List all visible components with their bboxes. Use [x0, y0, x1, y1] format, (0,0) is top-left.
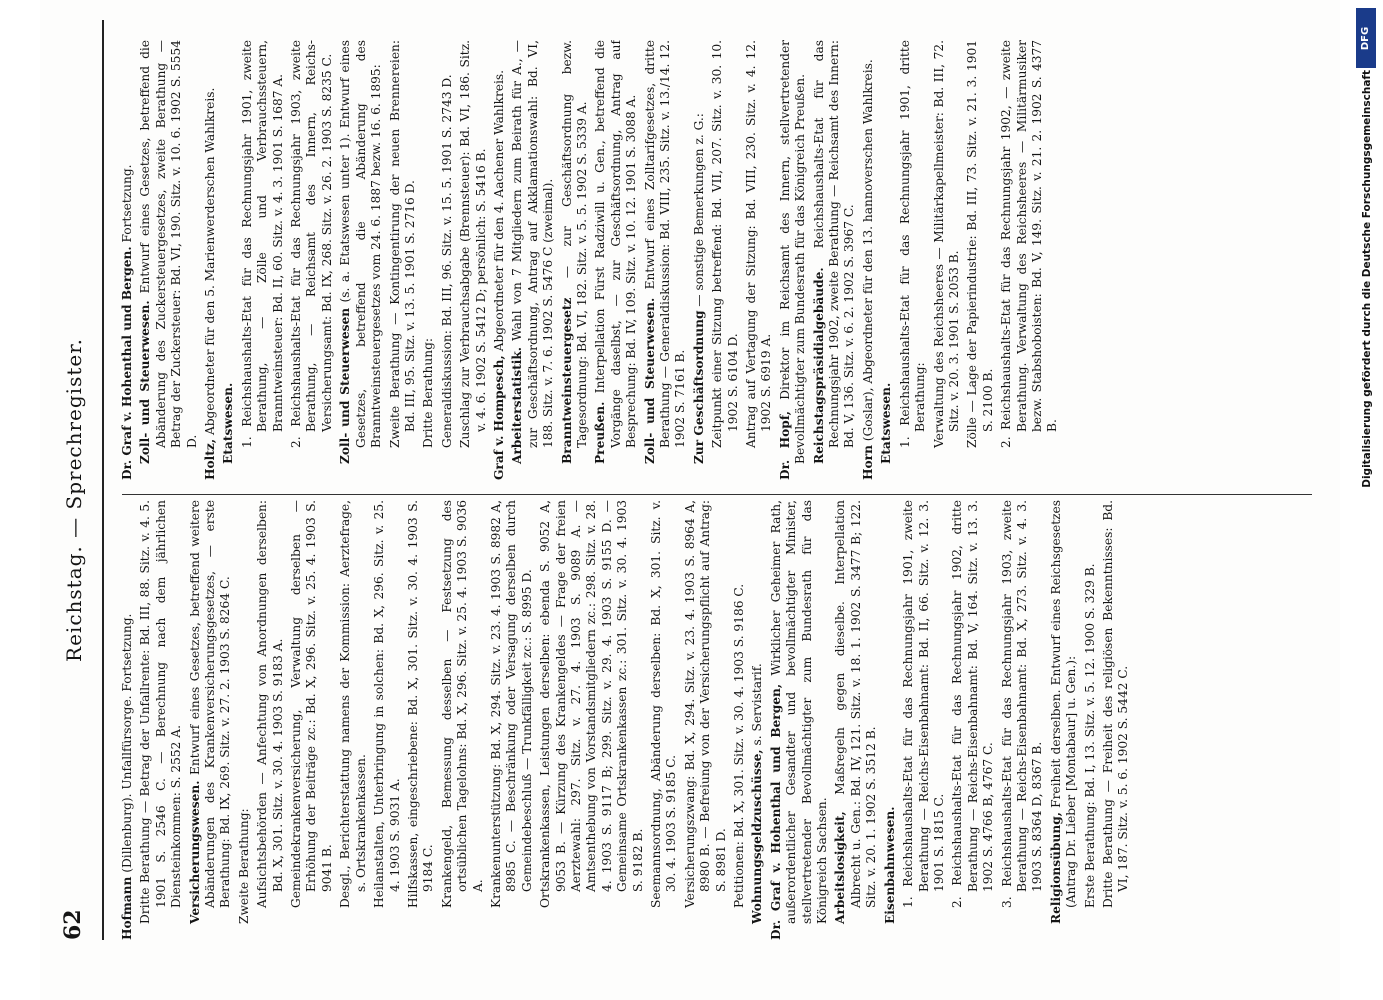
- index-entry: [388, 40, 419, 480]
- index-entry: [188, 500, 234, 940]
- entry-keyword: Holtz,: [203, 438, 218, 480]
- entry-text: 2. Reichshaushalts-Etat für das Rechnungsjahr 1902, dritte Berathung — Reichs-Eisenbahnamt: Bd. V, 164. Sitz. v. 13. 3. 1902 S. 4766 B, 4767 C.: [950, 500, 996, 908]
- index-entry: [593, 40, 639, 480]
- entry-text: Wahl von 7 Mitgliedern zum Beirath für A., — zur Geschäftsordnung, Antrag auf Akklamationswahl: Bd. VI, 188. Sitz. v. 7. 6. 1902 S. 5476 C (zweimal).: [510, 40, 556, 448]
- index-entry: [999, 40, 1061, 480]
- entry-text: Entwurf eines Zolltarifgesetzes, dritte Berathung — Generaldiskussion: Bd. VIII, 235. Sitz. v. 13./14. 12. 1902 S. 7161 B.: [642, 40, 688, 448]
- entry-text: s. Servistarif.: [750, 663, 765, 750]
- entry-text: — sonstige Bemerkungen z. G.:: [691, 113, 706, 311]
- running-head: Reichstag. — Sprechregister.: [62, 338, 86, 662]
- index-entry: [440, 500, 486, 940]
- entry-text: Zeitpunkt einer Sitzung betreffend: Bd. VII, 207. Sitz. v. 30. 10. 1902 S. 6104 D.: [710, 40, 740, 448]
- entry-keyword: Dr. Graf v. Hohenthal und Bergen.: [120, 246, 134, 480]
- index-entry: [643, 40, 689, 480]
- index-entry: [898, 40, 929, 480]
- entry-text: 2. Reichshaushalts-Etat für das Rechnungsjahr 1902, — zweite Berathung. Verwaltung des Reichsheeres — Militärmusiker bezw. Stabshoboisten: Bd. V, 149. Sitz. v. 21. 2. 1902 S. 4377 B.: [999, 40, 1060, 448]
- entry-keyword: Branntweinsteuergesetz: [559, 297, 574, 464]
- index-entry: [510, 40, 556, 480]
- entry-keyword: Etatswesen.: [879, 382, 894, 464]
- entry-text: (s. a. Etatswesen unter 1). Entwurf eines Gesetzes, betreffend die Abänderung des Branntweinsteuergesetzes vom 24. 6. 1887 bezw. 16. 6. 1895:: [338, 40, 384, 448]
- entry-keyword: Hofmann: [120, 876, 134, 940]
- entry-text: Generaldiskussion: Bd. III, 96. Sitz. v. 15. 5. 1901 S. 2743 D.: [439, 74, 454, 448]
- index-entry: [338, 40, 384, 480]
- index-entry: [901, 500, 947, 940]
- index-entry: [1049, 500, 1080, 940]
- index-entry: [1000, 500, 1046, 940]
- index-entry: [683, 500, 729, 940]
- index-entry: [138, 40, 200, 480]
- index-entry: [458, 40, 489, 480]
- index-entry: [879, 40, 894, 480]
- entry-text: Zweite Berathung:: [236, 808, 251, 924]
- entry-text: Fortsetzung.: [120, 164, 134, 247]
- entry-keyword: Wohnungsgeldzuschüsse,: [750, 749, 765, 924]
- entry-text: 1. Reichshaushalts-Etat für das Rechnungsjahr 1901, zweite Berathung — Reichs-Eisenbahnamt: Bd. II, 66. Sitz. v. 12. 3. 1901 S. 1815 C.: [901, 500, 946, 908]
- entry-keyword: Etatswesen.: [221, 382, 236, 464]
- index-entry: [538, 500, 646, 940]
- index-entry: [406, 500, 437, 940]
- entry-keyword: Preußen.: [593, 401, 608, 464]
- entry-text: Dritte Berathung — Freiheit des religiösen Bekenntnisses: Bd. VI, 187. Sitz. v. 5. 6. 1902 S. 5442 C.: [1100, 500, 1131, 908]
- entry-text: 2. Reichshaushalts-Etat für das Rechnungsjahr 1903, zweite Berathung, — Reichsamt des Innern, Reichs-Versicherungsamt: Bd. IX, 268. Sitz. v. 26. 2. 1903 S. 8235 C.: [289, 40, 334, 448]
- entry-text: Hilfskassen, eingeschriebene: Bd. X, 301. Sitz. v. 30. 4. 1903 S. 9184 C.: [405, 500, 436, 908]
- index-entry: [965, 40, 996, 480]
- entry-text: Entwurf eines Gesetzes, betreffend die Abänderung des Zuckersteuergesetzes, zweite Berathung — Betrag der Zuckersteuer: Bd. VI, 190. Sitz. v. 10. 6. 1902 S. 5554 D.: [138, 40, 199, 448]
- index-entry: [138, 500, 184, 940]
- entry-keyword: Versicherungswesen.: [187, 780, 202, 924]
- entry-text: Erste Berathung: Bd. I, 13. Sitz. v. 5. 12. 1900 S. 329 B.: [1082, 563, 1097, 908]
- entry-text: Desgl., Berichterstattung namens der Kommission: Aerztefrage, s. Ortskrankenkassen.: [338, 500, 368, 908]
- index-entry: [289, 40, 335, 480]
- index-entry: [732, 500, 747, 940]
- entry-text: Freiheit derselben. Entwurf eines Reichsgesetzes (Antrag Dr. Lieber [Montabaur] u. Gen.):: [1048, 500, 1079, 908]
- document-page: [40, 0, 1340, 1000]
- entry-text: Entwurf eines Gesetzes, betreffend weitere Abänderungen des Krankenversicherungsgesetzes, — erste Berathung: Bd. IX, 269. Sitz. v. 27. 2. 1903 S. 8264 C.: [187, 500, 233, 908]
- index-entry: [492, 40, 507, 480]
- index-entry: [120, 500, 135, 940]
- index-entry: [372, 500, 403, 940]
- entry-text: Seemannsordnung, Abänderung derselben: Bd. X, 301. Sitz. v. 30. 4. 1903 S. 9185 C.: [649, 500, 679, 908]
- page-header: [60, 0, 100, 1000]
- entry-text: Petitionen: Bd. X, 301. Sitz. v. 30. 4. 1903 S. 9186 C.: [732, 583, 747, 908]
- entry-text: Krankengeld, Bemessung desselben — Festsetzung des ortsüblichen Tagelohns: Bd. X, 296. Sitz. v. 25. 4. 1903 S. 9036 A.: [439, 500, 485, 908]
- index-entry: [833, 500, 879, 940]
- index-entry: [812, 40, 858, 480]
- entry-keyword: Arbeiterstatistik.: [510, 346, 525, 464]
- entry-text: Heilanstalten, Unterbringung in solchen: Bd. X, 296. Sitz. v. 25. 4. 1903 S. 9031 A.: [372, 500, 402, 908]
- entry-keyword: Zoll- und Steuerwesen.: [642, 297, 657, 464]
- dfg-logo: DFG: [1356, 8, 1376, 68]
- entry-text: (Dillenburg). Unfallfürsorge. Fortsetzung.: [120, 613, 134, 877]
- index-entry: [489, 500, 535, 940]
- entry-text: Zweite Berathung — Kontingentirung der neuen Brennereien: Bd. III, 95. Sitz. v. 13. 5. 1901 S. 2716 D.: [387, 40, 417, 448]
- entry-text: Antrag auf Vertagung der Sitzung: Bd. VIII, 230. Sitz. v. 4. 12. 1902 S. 6919 A.: [744, 40, 774, 448]
- index-entry: [440, 40, 455, 480]
- entry-text: Interpellation Fürst Radziwill u. Gen., betreffend die Vorgänge daselbst, — zur Geschäftsordnung, Antrag auf Besprechung: Bd. IV, 109. Sitz. v. 10. 12. 1901 S. 3088 A.: [593, 40, 639, 448]
- entry-text: (Goslar), Abgeordneter für den 13. hannoverschen Wahlkreis.: [860, 59, 875, 446]
- entry-text: Versicherungszwang: Bd. X, 294. Sitz. v. 23. 4. 1903 S. 8964 A, 8980 B. — Befreiung von der Versicherungspflicht auf Antrag: S. 8981 D.: [682, 500, 728, 908]
- index-entry: [744, 40, 775, 480]
- index-entry: [237, 500, 252, 940]
- entry-text: Abgeordneter für den 5. Marienwerderschen Wahlkreis.: [203, 87, 218, 439]
- page-number: 62: [60, 909, 86, 940]
- entry-text: Verwaltung des Reichsheeres — Militärkapellmeister: Bd. III, 72. Sitz. v. 20. 3. 1901 S. 2053 B.: [931, 40, 961, 448]
- index-entry: [338, 500, 369, 940]
- index-entry: [203, 40, 218, 480]
- entry-text: Zölle — Lage der Papierindustrie: Bd. III, 73. Sitz. v. 21. 3. 1901 S. 2100 B.: [965, 40, 995, 448]
- entry-keyword: Dr. Hopf,: [777, 410, 792, 480]
- index-entry: [778, 40, 809, 480]
- entry-keyword: Horn: [860, 445, 875, 480]
- entry-keyword: Zoll- und Steuerwesen: [338, 307, 353, 464]
- entry-text: Dritte Berathung:: [421, 338, 436, 448]
- index-entry: [692, 40, 707, 480]
- index-entry: [710, 40, 741, 480]
- index-entry: [861, 40, 876, 480]
- entry-text: Reichshaushalts-Etat für das Rechnungsjahr 1902, zweite Berathung — Reichsamt des Innern: Bd. V, 136. Sitz. v. 6. 2. 1902 S. 3967 C.: [811, 40, 857, 448]
- index-entry: [255, 500, 286, 940]
- column-divider: [122, 494, 1312, 495]
- digitization-credit: Digitalisierung gefördert durch die Deutsche Forschungsgemeinschaft: [1361, 70, 1373, 488]
- right-column: [120, 40, 1320, 480]
- entry-text: Ortskrankenkassen, Leistungen derselben: ebenda S. 9052 A, 9053 B. — Kürzung des Krankengeldes — Frage der freien Aerztewahl: 297. Sitz. v. 27. 4. 1903 S. 9089 A. — Amtsenthebung von Vorstandsmitgliedern zc.: 298. Sitz. v. 28. 4. 1903 S. 9117 B; 299. Sitz. v. 29. 4. 1903 S. 9155 D. — Gemeinsame Ortskrankenkassen zc.: 301. Sitz. v. 30. 4. 1903 S. 9182 B.: [538, 500, 645, 908]
- entry-text: — zur Geschäftsordnung bezw. Tagesordnung: Bd. VI, 182. Sitz. v. 5. 5. 1902 S. 5339 A.: [559, 40, 589, 448]
- entry-text: Gemeindekrankenversicherung, Verwaltung derselben — Erhöhung der Beiträge zc.: Bd. X, 296. Sitz. v. 25. 4. 1903 S. 9041 B.: [289, 500, 334, 908]
- entry-text: Direktor im Reichsamt des Innern, stellvertretender Bevollmächtigter zum Bundesrath für das Königreich Preußen.: [777, 40, 808, 464]
- index-entry: [120, 40, 135, 480]
- index-entry: [769, 500, 831, 940]
- index-entry: [649, 500, 680, 940]
- entry-text: 1. Reichshaushalts-Etat für das Rechnungsjahr 1901, dritte Berathung:: [897, 40, 928, 448]
- index-entry: [560, 40, 591, 480]
- entry-text: Maßregeln gegen dieselbe. Interpellation Albrecht u. Gen.: Bd. IV, 121. Sitz. v. 18. 1. 1902 S. 3477 B; 122. Sitz. v. 20. 1. 1902 S. 3512 B.: [833, 500, 879, 908]
- entry-text: Abgeordneter für den 4. Aachener Wahlkreis.: [491, 69, 506, 356]
- entry-keyword: Arbeitslosigkeit,: [833, 811, 848, 924]
- index-entry: [240, 40, 286, 480]
- index-entry: [750, 500, 765, 940]
- entry-keyword: Graf v. Hompesch,: [491, 355, 506, 480]
- digitization-strip: [1352, 0, 1382, 1000]
- entry-text: 1. Reichshaushalts-Etat für das Rechnungsjahr 1901, zweite Berathung, — Zölle und Verbrauchssteuern, Branntweinsteuer: Bd. II, 60. Sitz. v. 4. 3. 1901 S. 1687 A.: [239, 40, 285, 448]
- index-entry: [950, 500, 996, 940]
- entry-text: Zuschlag zur Verbrauchsabgabe (Brennsteuer): Bd. VI, 186. Sitz. v. 4. 6. 1902 S. 5412 D; persönlich: S. 5416 B.: [458, 40, 488, 448]
- index-entry: [221, 40, 236, 480]
- index-entry: [1083, 500, 1098, 940]
- entry-keyword: Zoll- und Steuerwesen.: [138, 300, 153, 464]
- entry-keyword: Dr. Graf v. Hohenthal und Bergen,: [768, 683, 783, 940]
- index-entry: [883, 500, 898, 940]
- entry-text: Wirklicher Geheimer Rath, außerordentlicher Gesandter und bevollmächtigter Minister, stellvertretender Bevollmächtigter zum Bundesrath für das Königreich Sachsen.: [768, 500, 830, 924]
- entry-text: Krankenunterstützung: Bd. X, 294. Sitz. v. 23. 4. 1903 S. 8982 A, 8985 C. — Beschränkung oder Versagung derselben durch Gemeindebeschluß — Trunkfälligkeit zc.: S. 8995 D.: [488, 500, 534, 908]
- index-entry: [289, 500, 335, 940]
- index-entry: [421, 40, 436, 480]
- entry-keyword: Religionsübung,: [1048, 811, 1063, 924]
- entry-text: 3. Reichshaushalts-Etat für das Rechnungsjahr 1903, zweite Berathung — Reichs-Eisenbahnamt: Bd. X, 273. Sitz. v. 4. 3. 1903 S. 8364 D, 8367 B.: [999, 500, 1045, 908]
- entry-keyword: Eisenbahnwesen.: [882, 806, 897, 924]
- entry-keyword: Reichstagspräsidialgebäude.: [811, 267, 826, 464]
- entry-text: Dritte Berathung — Betrag der Unfallrente: Bd. III, 88. Sitz. v. 4. 5. 1901 S. 2546 C. — Berechnung nach dem jährlichen Diensteinkommen: S. 2552 A.: [138, 500, 184, 924]
- header-rule: [102, 20, 104, 940]
- left-column: [120, 500, 1320, 940]
- index-entry: [932, 40, 963, 480]
- entry-text: Aufsichtsbehörden — Anfechtung von Anordnungen derselben: Bd. X, 301. Sitz. v. 30. 4. 1903 S. 9183 A.: [255, 500, 285, 908]
- index-entry: [1101, 500, 1132, 940]
- entry-keyword: Zur Geschäftsordnung: [691, 310, 706, 464]
